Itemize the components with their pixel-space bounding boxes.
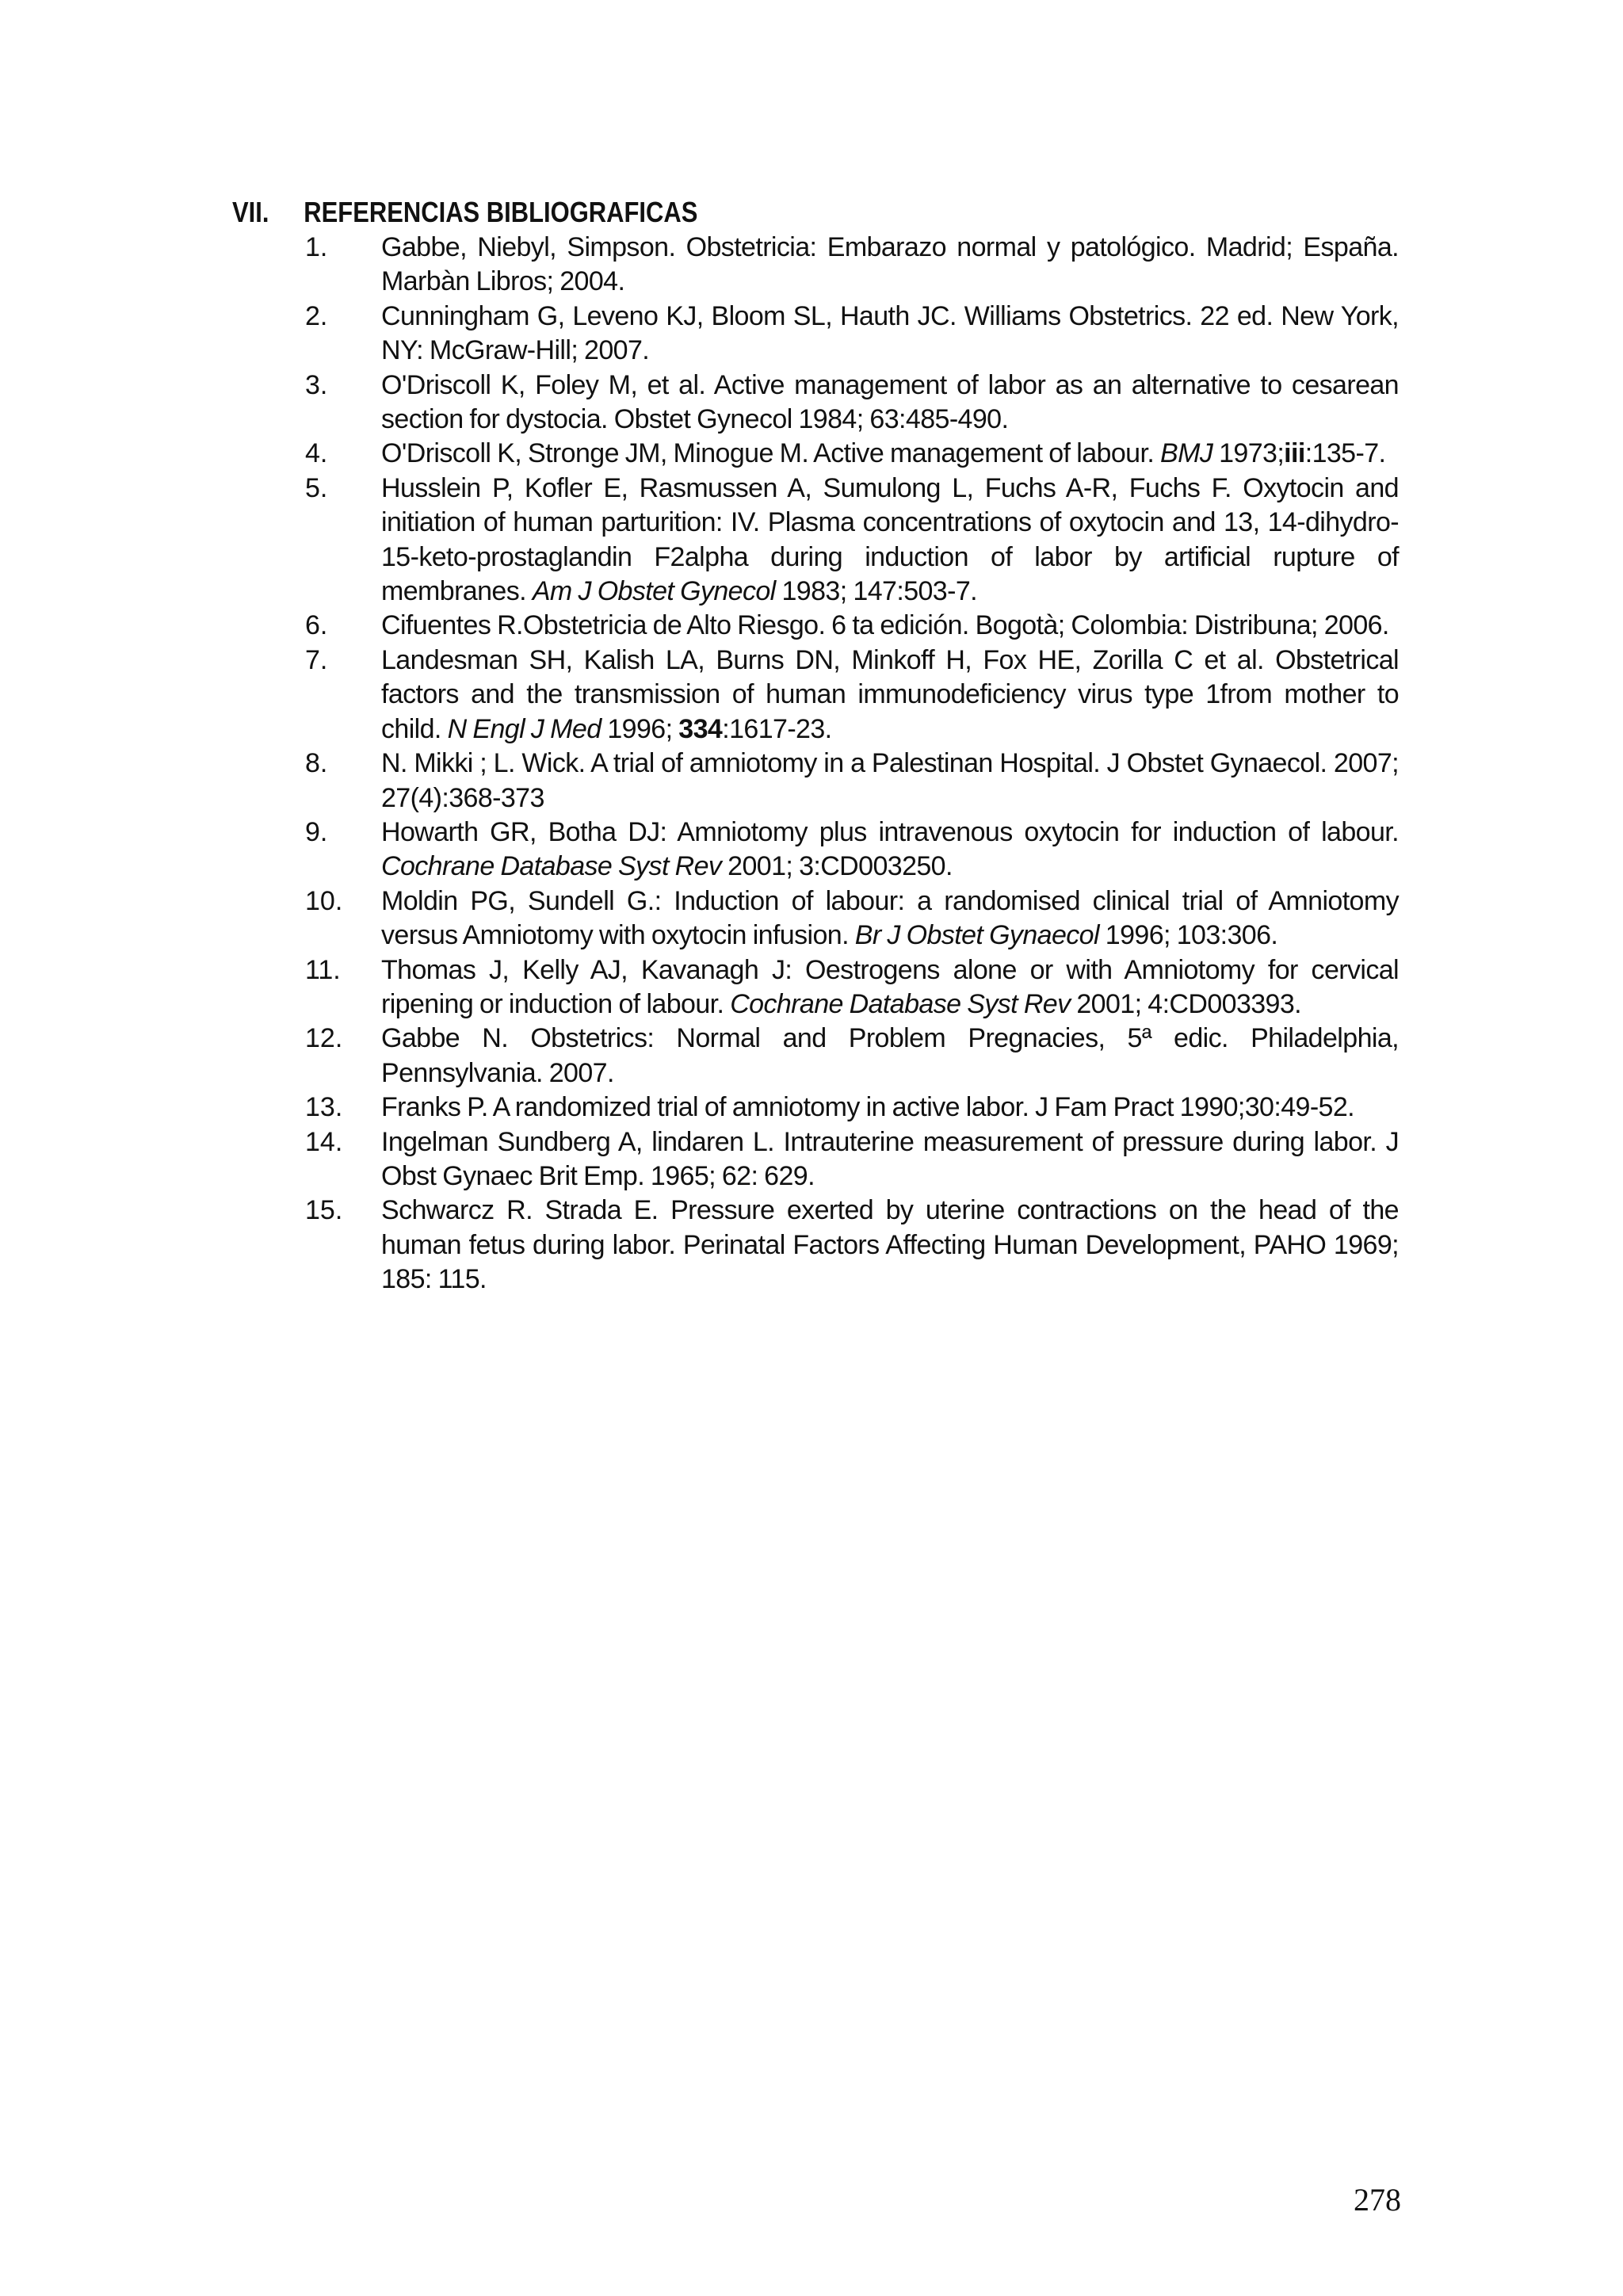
reference-segment: Schwarcz R. Strada E. Pressure exerted by uterine contractions on the head of the human fetus during labor. Perinatal Factors Affecting Human Development, PAHO 1969; 185: 115.	[381, 1195, 1399, 1295]
reference-text	[381, 953, 1399, 1022]
reference-segment: Thomas J, Kelly AJ, Kavanagh J: Oestrogens alone or with Amniotomy for cervical ripening or induction of labour.	[381, 954, 1399, 1019]
reference-item	[305, 231, 1399, 300]
reference-segment: 1983; 147:503-7.	[775, 576, 977, 607]
reference-item	[305, 884, 1399, 953]
volume-number: iii	[1284, 438, 1305, 469]
journal-name: N Engl J Med	[447, 713, 601, 744]
reference-segment: Moldin PG, Sundell G.: Induction of labour: a randomised clinical trial of Amniotomy versus Amniotomy with oxytocin infusion.	[381, 885, 1399, 951]
reference-number: 8.	[305, 748, 328, 779]
reference-segment: Howarth GR, Botha DJ: Amniotomy plus intravenous oxytocin for induction of labour.	[381, 816, 1399, 847]
journal-name: Am J Obstet Gynecol	[532, 576, 776, 607]
reference-number: 15.	[305, 1195, 343, 1226]
reference-number: 5.	[305, 472, 328, 503]
reference-item	[305, 747, 1399, 816]
reference-segment: 2001; 3:CD003250.	[721, 851, 953, 882]
reference-segment: 1996;	[601, 713, 679, 744]
reference-item	[305, 644, 1399, 747]
reference-segment: O'Driscoll K, Foley M, et al. Active management of labor as an alternative to cesarean section for dystocia. Obstet Gynecol 1984; 63:485-490.	[381, 369, 1399, 435]
reference-segment: Gabbe, Niebyl, Simpson. Obstetricia: Embarazo normal y patológico. Madrid; España. Marbàn Libros; 2004.	[381, 232, 1399, 297]
reference-number: 10.	[305, 885, 343, 916]
reference-number: 7.	[305, 644, 328, 675]
reference-item	[305, 1194, 1399, 1297]
section-heading	[232, 195, 697, 230]
reference-segment: Husslein P, Kofler E, Rasmussen A, Sumulong L, Fuchs A-R, Fuchs F. Oxytocin and initiation of human parturition: IV. Plasma concentrations of oxytocin and 13, 14-dihydro-15-keto-prostaglandin F2alpha during induction of labor by artificial rupture of membranes.	[381, 472, 1399, 607]
reference-text	[381, 369, 1399, 437]
reference-text	[381, 472, 1399, 609]
reference-item	[305, 437, 1399, 471]
reference-item	[305, 300, 1399, 369]
reference-item	[305, 609, 1399, 643]
reference-segment: :135-7.	[1304, 438, 1386, 469]
section-title: REFERENCIAS BIBLIOGRAFICAS	[304, 196, 698, 228]
reference-item	[305, 1091, 1399, 1125]
reference-item	[305, 1022, 1399, 1091]
reference-segment: Gabbe N. Obstetrics: Normal and Problem Pregnacies, 5ª edic. Philadelphia, Pennsylvania. 2007.	[381, 1023, 1399, 1088]
reference-segment: Landesman SH, Kalish LA, Burns DN, Minkoff H, Fox HE, Zorilla C et al. Obstetrical factors and the transmission of human immunodeficiency virus type 1from mother to child.	[381, 644, 1399, 744]
reference-segment: Ingelman Sundberg A, lindaren L. Intrauterine measurement of pressure during labor. J Obst Gynaec Brit Emp. 1965; 62: 629.	[381, 1126, 1399, 1191]
reference-text	[381, 437, 1399, 471]
reference-number: 11.	[305, 954, 341, 985]
reference-text	[381, 300, 1399, 369]
reference-number: 14.	[305, 1126, 343, 1157]
reference-number: 1.	[305, 232, 328, 262]
reference-text	[381, 747, 1399, 816]
reference-segment: 2001; 4:CD003393.	[1070, 988, 1302, 1019]
reference-text	[381, 816, 1399, 884]
reference-text	[381, 1091, 1399, 1125]
reference-list	[305, 231, 1399, 1297]
reference-text	[381, 884, 1399, 953]
reference-text	[381, 1125, 1399, 1194]
journal-name: Cochrane Database Syst Rev	[381, 851, 722, 882]
volume-number: 334	[678, 713, 723, 744]
reference-item	[305, 816, 1399, 884]
reference-number: 3.	[305, 369, 328, 400]
reference-item	[305, 1125, 1399, 1194]
reference-segment: O'Driscoll K, Stronge JM, Minogue M. Active management of labour.	[381, 438, 1161, 469]
reference-segment: Cifuentes R.Obstetricia de Alto Riesgo. 6 ta edición. Bogotà; Colombia: Distribuna; 2006.	[381, 610, 1389, 641]
reference-item	[305, 953, 1399, 1022]
reference-segment: 1996; 103:306.	[1098, 920, 1278, 951]
journal-name: Cochrane Database Syst Rev	[730, 988, 1071, 1019]
reference-text	[381, 1194, 1399, 1297]
section-number: VII.	[232, 196, 269, 228]
reference-number: 6.	[305, 610, 328, 641]
reference-text	[381, 231, 1399, 300]
reference-number: 13.	[305, 1092, 343, 1123]
reference-text	[381, 609, 1399, 643]
journal-name: BMJ	[1160, 438, 1213, 469]
reference-text	[381, 1022, 1399, 1091]
reference-segment: N. Mikki ; L. Wick. A trial of amniotomy in a Palestinan Hospital. J Obstet Gynaecol. 2007; 27(4):368-373	[381, 748, 1399, 813]
reference-number: 12.	[305, 1023, 343, 1054]
page-number: 278	[1354, 2182, 1401, 2218]
reference-item	[305, 472, 1399, 609]
reference-segment: 1973;	[1212, 438, 1285, 469]
reference-number: 9.	[305, 816, 328, 847]
reference-item	[305, 369, 1399, 437]
journal-name: Br J Obstet Gynaecol	[854, 920, 1099, 951]
reference-number: 2.	[305, 300, 328, 331]
reference-text	[381, 644, 1399, 747]
reference-segment: Franks P. A randomized trial of amniotomy in active labor. J Fam Pract 1990;30:49-52.	[381, 1092, 1355, 1123]
reference-segment: Cunningham G, Leveno KJ, Bloom SL, Hauth JC. Williams Obstetrics. 22 ed. New York, NY: McGraw-Hill; 2007.	[381, 300, 1399, 366]
reference-segment: :1617-23.	[722, 713, 832, 744]
reference-number: 4.	[305, 438, 328, 469]
